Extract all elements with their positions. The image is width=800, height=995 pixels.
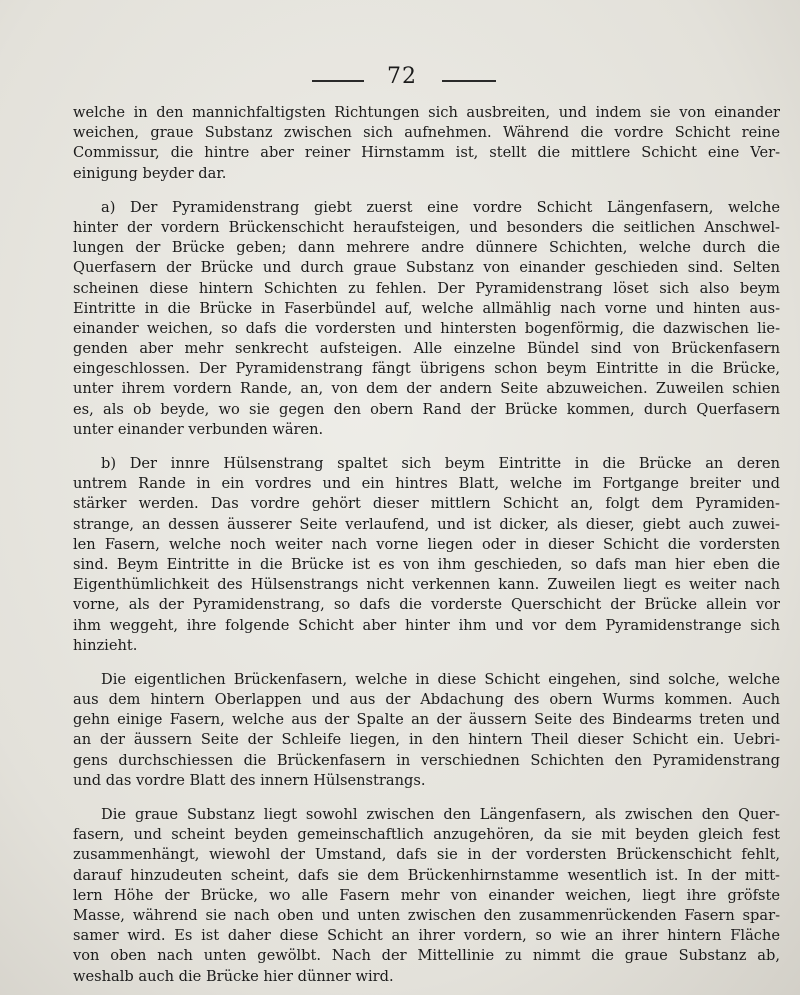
- text-line: von oben nach unten gewölbt. Nach der Mittellinie zu nimmt die graue Substanz ab,: [73, 947, 780, 965]
- text-line: hinzieht.: [73, 636, 138, 654]
- text-line: len Fasern, welche noch weiter nach vorne liegen oder in dieser Schicht die vordersten: [73, 535, 780, 553]
- text-line: eingeschlossen. Der Pyramidenstrang fängt übrigens schon beym Eintritte in die Brücke,: [73, 360, 780, 378]
- text-line: vorne, als der Pyramidenstrang, so dafs die vorderste Querschicht der Brücke allein vor: [73, 596, 780, 614]
- text-line: genden aber mehr senkrecht aufsteigen. Alle einzelne Bündel sind von Brückenfasern: [73, 340, 780, 358]
- page-header: [0, 64, 800, 94]
- text-line: samer wird. Es ist daher diese Schicht an ihrer vordern, so wie an ihrer hintern Fläche: [73, 927, 780, 945]
- text-line: weichen, graue Substanz zwischen sich aufnehmen. Während die vordre Schicht reine: [73, 124, 780, 142]
- text-line: gens durchschiessen die Brückenfasern in verschiednen Schichten den Pyramidenstrang: [73, 751, 780, 769]
- header-rule-left: [312, 80, 364, 82]
- text-line: welche in den mannichfaltigsten Richtungen sich ausbreiten, und indem sie von einander: [73, 104, 780, 121]
- body-text: [73, 103, 780, 987]
- text-line: lungen der Brücke geben; dann mehrere andre dünnere Schichten, welche durch die: [73, 239, 780, 257]
- text-line: Commissur, die hintre aber reiner Hirnstamm ist, stellt die mittlere Schicht eine Ver-: [73, 144, 780, 162]
- text-line: sind. Beym Eintritte in die Brücke ist es von ihm geschieden, so dafs man hier eben die: [73, 555, 780, 573]
- text-line: hinter der vordern Brückenschicht heraufsteigen, und besonders die seitlichen Anschwel-: [73, 218, 780, 236]
- text-line: lern Höhe der Brücke, wo alle Fasern mehr von einander weichen, liegt ihre gröfste: [73, 886, 780, 904]
- text-line: strange, an dessen äusserer Seite verlaufend, und ist dicker, als dieser, giebt auch zuwei-: [73, 515, 780, 533]
- text-line: einigung beyder dar.: [73, 164, 227, 182]
- text-line: Querfasern der Brücke und durch graue Substanz von einander geschieden sind. Selten: [73, 259, 780, 277]
- paragraph: [73, 805, 780, 987]
- text-line: scheinen diese hintern Schichten zu fehlen. Der Pyramidenstrang löset sich also beym: [73, 279, 780, 297]
- text-line: Eigenthümlichkeit des Hülsenstrangs nicht verkennen kann. Zuweilen liegt es weiter nach: [73, 576, 780, 594]
- header-rule-right: [442, 80, 496, 82]
- text-line: ihm weggeht, ihre folgende Schicht aber hinter ihm und vor dem Pyramidenstrange sich: [73, 616, 780, 634]
- text-line: Eintritte in die Brücke in Faserbündel auf, welche allmählig nach vorne und hinten aus-: [73, 299, 780, 317]
- text-line: weshalb auch die Brücke hier dünner wird.: [73, 967, 394, 985]
- text-line: Die eigentlichen Brückenfasern, welche in diese Schicht eingehen, sind solche, welche: [101, 670, 780, 688]
- text-line: Die graue Substanz liegt sowohl zwischen den Längenfasern, als zwischen den Quer-: [101, 806, 780, 823]
- text-line: aus dem hintern Oberlappen und aus der Abdachung des obern Wurms kommen. Auch: [73, 691, 780, 709]
- text-line: es, als ob beyde, wo sie gegen den obern Rand der Brücke kommen, durch Querfasern: [73, 400, 780, 418]
- text-line: an der äussern Seite der Schleife liegen, in den hintern Theil dieser Schicht ein. Uebri-: [73, 731, 780, 749]
- text-line: und das vordre Blatt des innern Hülsenstrangs.: [73, 771, 426, 789]
- text-line: a) Der Pyramidenstrang giebt zuerst eine vordre Schicht Längenfasern, welche: [101, 198, 780, 216]
- text-line: einander weichen, so dafs die vordersten und hintersten bogenförmig, die dazwischen lie-: [73, 319, 780, 337]
- text-line: fasern, und scheint beyden gemeinschaftlich anzugehören, da sie mit beyden gleich fest: [73, 826, 780, 844]
- text-line: unter einander verbunden wären.: [73, 420, 324, 438]
- paragraph-spacer: [73, 440, 780, 454]
- text-line: Masse, während sie nach oben und unten zwischen den zusammenrückenden Fasern spar-: [73, 906, 780, 924]
- paragraph: [73, 103, 780, 184]
- paragraph: [73, 670, 780, 791]
- text-line: darauf hinzudeuten scheint, dafs sie dem Brückenhirnstamme wesentlich ist. In der mitt-: [73, 866, 780, 884]
- paragraph: [73, 198, 780, 440]
- text-line: untrem Rande in ein vordres und ein hintres Blatt, welche im Fortgange breiter und: [73, 475, 780, 493]
- paragraph-spacer: [73, 656, 780, 670]
- paragraph: [73, 454, 780, 656]
- text-line: unter ihrem vordern Rande, an, von dem der andern Seite abzuweichen. Zuweilen schien: [73, 380, 780, 398]
- text-line: zusammenhängt, wiewohl der Umstand, dafs sie in der vordersten Brückenschicht fehlt,: [73, 846, 780, 864]
- paragraph-spacer: [73, 184, 780, 198]
- text-line: gehn einige Fasern, welche aus der Spalte an der äussern Seite des Bindearms treten und: [73, 711, 780, 729]
- text-line: stärker werden. Das vordre gehört dieser mittlern Schicht an, folgt dem Pyramiden-: [73, 495, 780, 513]
- paragraph-spacer: [73, 791, 780, 805]
- text-line: b) Der innre Hülsenstrang spaltet sich beym Eintritte in die Brücke an deren: [101, 455, 780, 472]
- page-number: 72: [387, 64, 417, 89]
